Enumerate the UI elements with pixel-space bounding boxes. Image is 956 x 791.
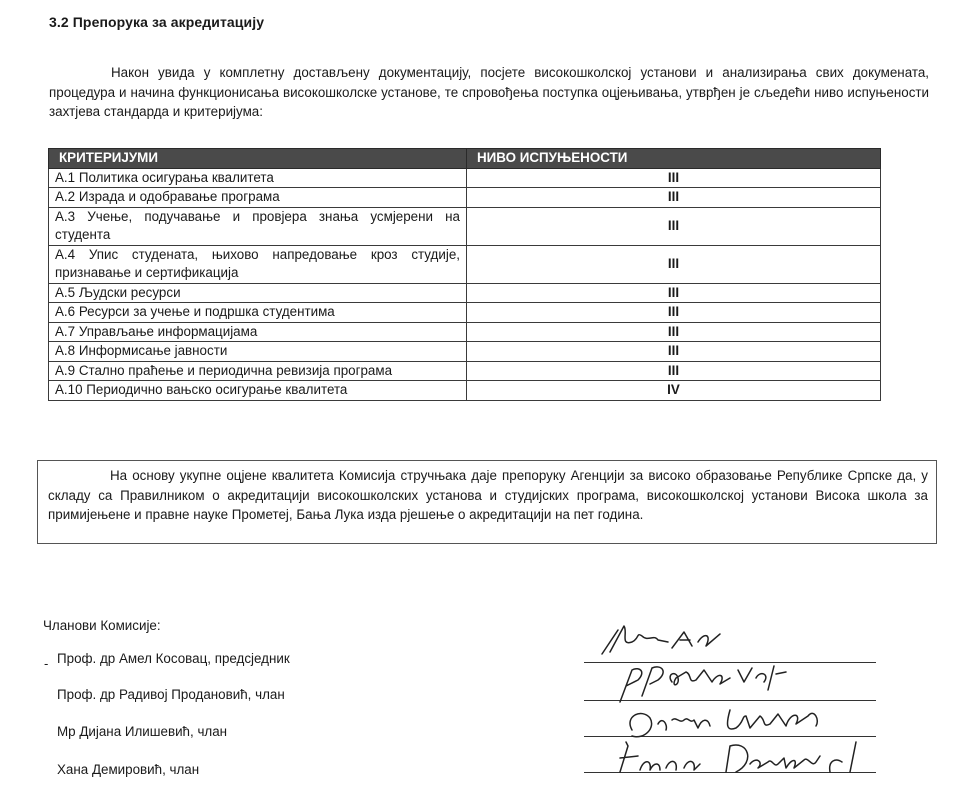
table-row xyxy=(49,245,881,283)
criterion-cell: А.5 Људски ресурси xyxy=(49,283,467,303)
criterion-cell: А.6 Ресурси за учење и подршка студентима xyxy=(49,303,467,323)
signature-icon xyxy=(620,742,856,772)
signatures xyxy=(580,612,900,782)
criterion-cell: А.3 Учење, подучавање и провјера знања усмјерени на студента xyxy=(49,207,467,245)
recommendation-box xyxy=(37,460,937,544)
table-row xyxy=(49,361,881,381)
table-row xyxy=(49,283,881,303)
table-row xyxy=(49,381,881,401)
table-row xyxy=(49,303,881,323)
criterion-cell: А.9 Стално праћење и периодична ревизија програма xyxy=(49,361,467,381)
table-header-row xyxy=(49,149,881,169)
criterion-cell: А.8 Информисање јавности xyxy=(49,342,467,362)
member-name: Проф. др Амел Косовац, предсједник xyxy=(57,651,290,666)
table-row xyxy=(49,188,881,208)
criterion-cell: А.7 Управљање информацијама xyxy=(49,322,467,342)
table-row xyxy=(49,342,881,362)
members-title: Чланови Комисије: xyxy=(43,618,161,633)
member-name: Хана Демировић, члан xyxy=(57,762,200,777)
level-cell: III xyxy=(467,361,881,381)
level-cell: III xyxy=(467,168,881,188)
level-cell: IV xyxy=(467,381,881,401)
signature-icon xyxy=(620,666,786,702)
signature-icon xyxy=(602,626,720,654)
criterion-cell: А.4 Упис студената, њихово напредовање кроз студије, признавање и сертификација xyxy=(49,245,467,283)
level-cell: III xyxy=(467,342,881,362)
level-cell: III xyxy=(467,207,881,245)
table-row xyxy=(49,322,881,342)
table-row xyxy=(49,207,881,245)
member-name: Мр Дијана Илишевић, члан xyxy=(57,724,228,739)
level-cell: III xyxy=(467,245,881,283)
section-heading: 3.2 Препорука за акредитацију xyxy=(49,14,265,30)
column-header-criteria: КРИТЕРИЈУМИ xyxy=(49,149,467,169)
criterion-cell: А.1 Политика осигурања квалитета xyxy=(49,168,467,188)
table-row xyxy=(49,168,881,188)
level-cell: III xyxy=(467,303,881,323)
level-cell: III xyxy=(467,188,881,208)
column-header-level: НИВО ИСПУЊЕНОСТИ xyxy=(467,149,881,169)
level-cell: III xyxy=(467,322,881,342)
recommendation-text: На основу укупне оцјене квалитета Комисија стручњака даје препоруку Агенцији за високо образовање Републике Српске да, у складу са Правилником о акредитацији високошколских установа и студијских програма, високошколској установи Висока школа за примијењене и правне науке Прометеј, Бања Лука изда рјешење о акредитацији на пет година. xyxy=(48,468,928,523)
signature-icon xyxy=(630,710,817,737)
level-cell: III xyxy=(467,283,881,303)
member-name: Проф. др Радивој Продановић, члан xyxy=(57,687,285,702)
criterion-cell: А.2 Израда и одобравање програма xyxy=(49,188,467,208)
margin-mark: - xyxy=(44,656,49,671)
intro-paragraph: Након увида у комплетну достављену документацију, посјете високошколској установи и анализирања свих докумената, процедура и начина функционисања високошколске установе, те спровођења поступка оцјењивања, утврђен је сљедећи ниво испуњености захтјева стандарда и критеријума: xyxy=(49,65,929,120)
criterion-cell: А.10 Периодично вањско осигурање квалитета xyxy=(49,381,467,401)
criteria-table xyxy=(48,148,881,401)
